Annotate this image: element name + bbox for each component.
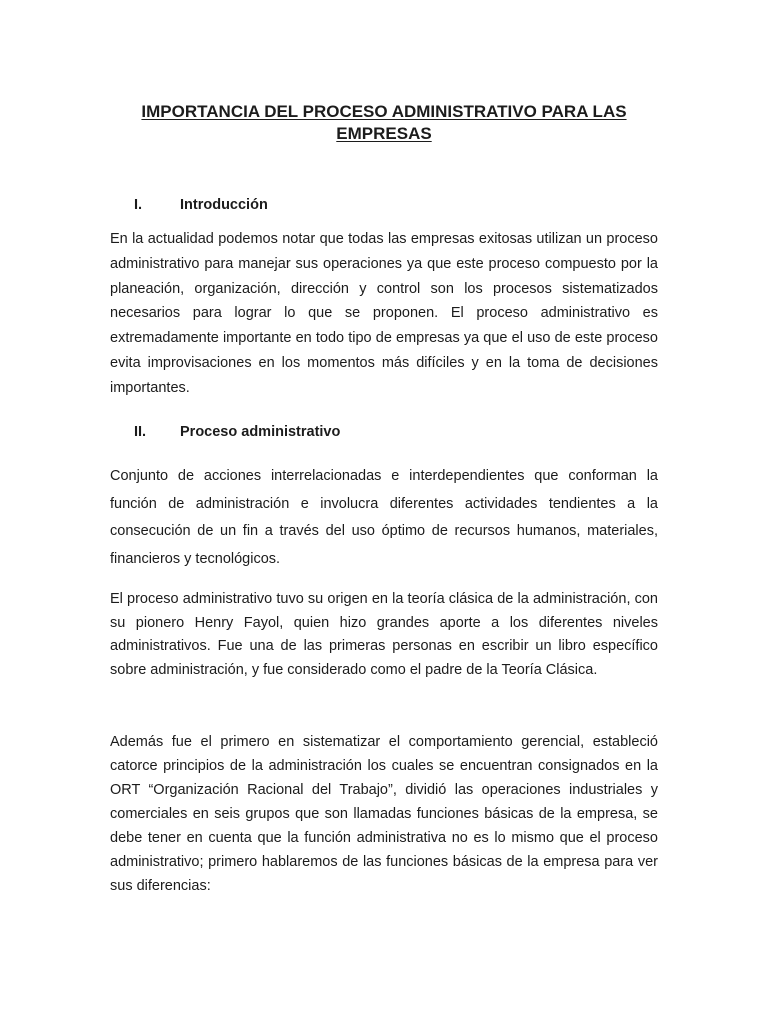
- section-number: I.: [134, 197, 143, 213]
- section-title: Introducción: [180, 197, 268, 213]
- section-heading-proceso-administrativo: [134, 423, 340, 441]
- section-heading-introduccion: [134, 196, 268, 214]
- paragraph-origen: El proceso administrativo tuvo su origen en la teoría clásica de la administración, con su pionero Henry Fayol, quien hizo grandes aporte a los diferentes niveles administrativos. Fue una de las primeras personas en escribir un libro específico sobre administración, y fue considerado como el padre de la Teoría Clásica.: [110, 591, 658, 679]
- paragraph-definicion: Conjunto de acciones interrelacionadas e interdependientes que conforman la función de administración e involucra diferentes actividades tendientes a la consecución de un fin a través del uso óptimo de recursos humanos, materiales, financieros y tecnológicos.: [110, 468, 658, 567]
- paragraph-introduccion: En la actualidad podemos notar que todas las empresas exitosas utilizan un proceso administrativo para manejar sus operaciones ya que este proceso compuesto por la planeación, organización, dirección y control son los procesos sistematizados necesarios para lograr lo que se proponen. El proceso administrativo es extremadamente importante en todo tipo de empresas ya que el uso de este proceso evita improvisaciones en los momentos más difíciles y en la toma de decisiones importantes.: [110, 231, 658, 396]
- section-title: Proceso administrativo: [180, 424, 341, 440]
- paragraph-fayol: Además fue el primero en sistematizar el comportamiento gerencial, estableció catorce principios de la administración los cuales se encuentran consignados en la ORT “Organización Racional del Trabajo”, dividió las operaciones industriales y comerciales en seis grupos que son llamadas funciones básicas de la empresa, se debe tener en cuenta que la función administrativa no es lo mismo que el proceso administrativo; primero hablaremos de las funciones básicas de la empresa para ver sus diferencias:: [110, 734, 658, 894]
- section-number: II.: [134, 424, 147, 440]
- document-title: IMPORTANCIA DEL PROCESO ADMINISTRATIVO PARA LAS EMPRESAS: [141, 102, 627, 143]
